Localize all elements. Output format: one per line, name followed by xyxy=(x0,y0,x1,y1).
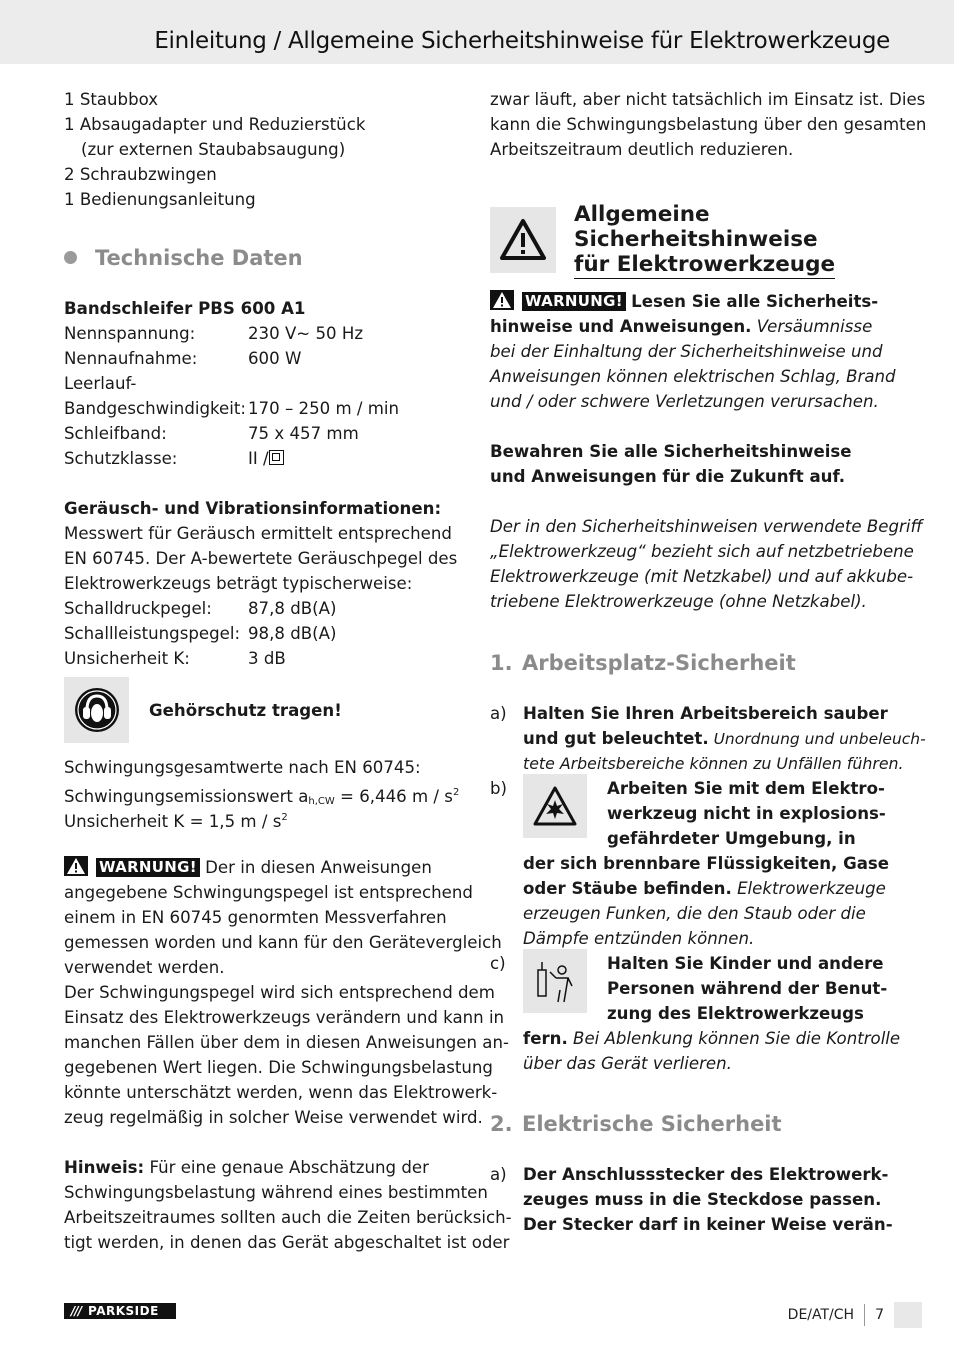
keep-instructions: und Anweisungen für die Zukunft auf. xyxy=(490,467,846,486)
warning-triangle-icon xyxy=(490,290,514,310)
hearing-protection-icon xyxy=(64,677,129,743)
term-definition: Der in den Sicherheitshinweisen verwendete Begriff xyxy=(490,517,923,536)
warning-text: gegebenen Wert liegen. Die Schwingungsbelastung xyxy=(64,1058,493,1077)
page-number: 7 xyxy=(875,1307,884,1323)
warning-badge: WARNUNG! xyxy=(522,292,626,311)
locale-label: DE/AT/CH xyxy=(787,1307,855,1323)
term-definition: „Elektrowerkzeug“ bezieht sich auf netzbetriebene xyxy=(490,542,914,561)
left-column xyxy=(64,87,512,1255)
continued-text: zwar läuft, aber nicht tatsächlich im Einsatz ist. Dies xyxy=(490,90,926,109)
note-text: tigt werden, in denen das Gerät abgeschaltet ist oder xyxy=(64,1233,510,1252)
continued-text: kann die Schwingungsbelastung über den gesamten xyxy=(490,115,927,134)
vibration-value: Schwingungsemissionswert $a_{h,CW} = 6,446$ m / $s^2$ xyxy=(64,787,460,807)
list-item: a) Der Anschlussstecker des Elektrowerk- zeuges muss in die Steckdose passen. Der Stecker darf in keiner Weise verän- xyxy=(490,1165,893,1234)
scope-item: (zur externen Staubabsaugung) xyxy=(81,140,346,159)
warning-badge: WARNUNG! xyxy=(96,858,200,877)
list-item: c) Halten Sie Kinder und andere Personen während der Benut- zung des Elektrowerkzeugs fern. Bei Ablenkung können Sie die Kontrolle über das Gerät verlieren. xyxy=(490,951,892,1076)
warning-text: könnte unterschätzt werden, wenn das Elektrowerk- xyxy=(64,1083,498,1102)
noise-row: Schallleistungspegel: 98,8 dB(A) xyxy=(64,624,337,643)
warning-line: WARNUNG! Der in diesen Anweisungen xyxy=(64,855,466,880)
vibration-text: Schwingungsgesamtwerte nach EN 60745: xyxy=(64,758,421,777)
warning-text: Einsatz des Elektrowerkzeugs verändern und kann in xyxy=(64,1008,505,1027)
explosion-hazard-icon xyxy=(523,774,587,838)
noise-text: EN 60745. Der A-bewertete Geräuschpegel des xyxy=(64,549,458,568)
vibration-uncertainty: Unsicherheit K = 1,5 m / $s^2$ xyxy=(64,812,288,831)
warning-line: WARNUNG! Lesen Sie alle Sicherheits- xyxy=(490,289,892,314)
section-heading-2: 2. Elektrische Sicherheit xyxy=(490,1112,782,1136)
spec-row: Nennspannung: 230 V~ 50 Hz xyxy=(64,324,364,343)
warning-text: verwendet werden. xyxy=(64,958,225,977)
warning-text: Der Schwingungspegel wird sich entsprechend dem xyxy=(64,983,495,1002)
hearing-protection-text: Gehörschutz tragen! xyxy=(149,700,342,720)
note-text: Schwingungsbelastung während eines bestimmten xyxy=(64,1183,488,1202)
warning-text: manchen Fällen über dem in diesen Anweisungen an- xyxy=(64,1033,509,1052)
model-name: Bandschleifer PBS 600 A1 xyxy=(64,299,306,318)
noise-text: Messwert für Geräusch ermittelt entsprechend xyxy=(64,524,452,543)
page-header xyxy=(0,0,954,64)
noise-text: Elektrowerkzeugs beträgt typischerweise: xyxy=(64,574,413,593)
page-tab-marker xyxy=(894,1302,922,1328)
scope-item: 1 Staubbox xyxy=(64,90,159,109)
warning-text: hinweise und Anweisungen. Versäumnisse xyxy=(490,317,873,336)
footer-divider xyxy=(864,1304,865,1326)
keep-instructions: Bewahren Sie alle Sicherheitshinweise xyxy=(490,442,852,461)
scope-item: 2 Schraubzwingen xyxy=(64,165,217,184)
warning-text: bei der Einhaltung der Sicherheitshinweise und xyxy=(490,342,883,361)
warning-text: Anweisungen können elektrischen Schlag, Brand xyxy=(490,367,896,386)
noise-row: Schalldruckpegel: 87,8 dB(A) xyxy=(64,599,337,618)
scope-item: 1 Absaugadapter und Reduzierstück xyxy=(64,115,366,134)
warning-text: zeug regelmäßig in solcher Weise verwendet wird. xyxy=(64,1108,483,1127)
warning-text: einem in EN 60745 genormten Messverfahren xyxy=(64,908,447,927)
warning-triangle-icon xyxy=(490,207,556,273)
term-definition: Elektrowerkzeuge (mit Netzkabel) und auf akkube- xyxy=(490,567,914,586)
warning-text: und / oder schwere Verletzungen verursachen. xyxy=(490,392,879,411)
spec-row: Nennaufnahme: 600 W xyxy=(64,349,302,368)
noise-heading: Geräusch- und Vibrationsinformationen: xyxy=(64,499,442,518)
tech-heading: Technische Daten xyxy=(64,233,466,283)
noise-row: Unsicherheit K: 3 dB xyxy=(64,649,286,668)
note-line: Hinweis: Für eine genaue Abschätzung der xyxy=(64,1158,429,1177)
term-definition: triebene Elektrowerkzeuge (ohne Netzkabel). xyxy=(490,592,867,611)
spec-row: Schleifband: 75 x 457 mm xyxy=(64,424,359,443)
warning-text: gemessen worden und kann für den Gerätevergleich xyxy=(64,933,502,952)
bullet-icon xyxy=(64,251,77,264)
scope-item: 1 Bedienungsanleitung xyxy=(64,190,256,209)
section-heading-1: 1. Arbeitsplatz-Sicherheit xyxy=(490,651,796,675)
spec-row: Bandgeschwindigkeit: 170 – 250 m / min xyxy=(64,399,400,418)
keep-children-away-icon xyxy=(523,949,587,1013)
spec-row: Schutzklasse: II / xyxy=(64,446,466,471)
hearing-protection-row xyxy=(64,677,466,743)
warning-text: angegebene Schwingungspegel ist entsprechend xyxy=(64,883,473,902)
right-column xyxy=(490,87,927,1237)
spec-row: Leerlauf- xyxy=(64,374,137,393)
note-text: Arbeitszeitraumes sollten auch die Zeiten berücksich- xyxy=(64,1208,512,1227)
warning-triangle-icon xyxy=(64,856,88,876)
safety-title: Allgemeine Sicherheitshinweise für Elektrowerkzeuge xyxy=(574,201,836,277)
protection-class-icon xyxy=(269,450,284,465)
safety-section-heading xyxy=(490,201,892,277)
page-title: Einleitung / Allgemeine Sicherheitshinweise für Elektrowerkzeuge xyxy=(154,28,890,54)
continued-text: Arbeitszeitraum deutlich reduzieren. xyxy=(490,140,794,159)
list-item: a) Halten Sie Ihren Arbeitsbereich sauber und gut beleuchtet. Unordnung und unbeleuch- tete Arbeitsbereiche können zu Unfällen führen. xyxy=(490,704,926,773)
parkside-logo: /// PARKSIDE xyxy=(64,1303,176,1319)
list-item: b) Arbeiten Sie mit dem Elektro- werkzeug nicht in explosions- gefährdeter Umgebung, in der sich brennbare Flüssigkeiten, Gase oder Stäube befinden. Elektrowerkzeuge erzeugen Funken, die den Staub oder die Dämpfe entzünden können. xyxy=(490,776,892,951)
page-footer xyxy=(788,1302,922,1328)
